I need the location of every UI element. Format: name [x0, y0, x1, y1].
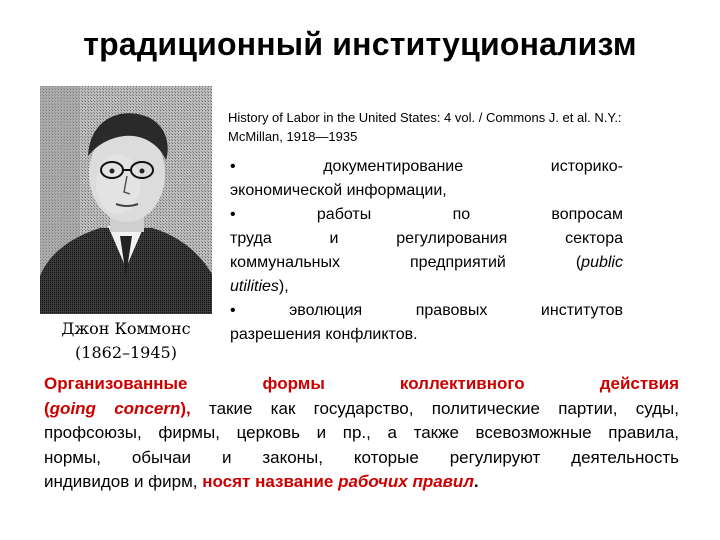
citation-line-2: McMillan, 1918—1935 [228, 129, 358, 144]
portrait-caption-years: (1862–1945) [75, 343, 177, 362]
bullet-2-line-3: коммунальных предприятий (public [230, 254, 623, 271]
paragraph-line-1: Организованные формы коллективного действия [44, 374, 679, 393]
bullet-2-line-1: • работы по вопросам [230, 206, 624, 223]
paragraph-line-5: индивидов и фирм, носят название рабочих правил. [44, 472, 479, 491]
bullet-2-line-4: utilities), [230, 278, 289, 295]
bullet-2-line-2: труда и регулирования сектора [230, 230, 623, 247]
paragraph-line-3: профсоюзы, фирмы, церковь и пр., а также всевозможные правила, [44, 423, 679, 442]
portrait-caption-name: Джон Коммонс [61, 319, 191, 338]
portrait-image [40, 86, 212, 364]
citation [228, 108, 668, 146]
citation-line-1: History of Labor in the United States: 4 vol. / Commons J. et al. N.Y.: [228, 110, 622, 125]
paragraph-line-4: нормы, обычаи и законы, которые регулируют деятельность [44, 447, 679, 467]
paragraph-line-2: (going concern), такие как государство, политические партии, суды, [44, 398, 679, 418]
bullet-3-line-2: разрешения конфликтов. [230, 326, 418, 343]
main-paragraph [44, 372, 679, 495]
slide-title: традиционный институционализм [83, 26, 637, 62]
bullet-3-line-1: • эволюция правовых институтов [230, 302, 624, 319]
portrait-photo [40, 86, 212, 364]
bullet-1-line-1: • документирование историко- [230, 158, 623, 175]
bullet-1-line-2: экономической информации, [230, 182, 447, 199]
bullet-list [230, 155, 623, 347]
